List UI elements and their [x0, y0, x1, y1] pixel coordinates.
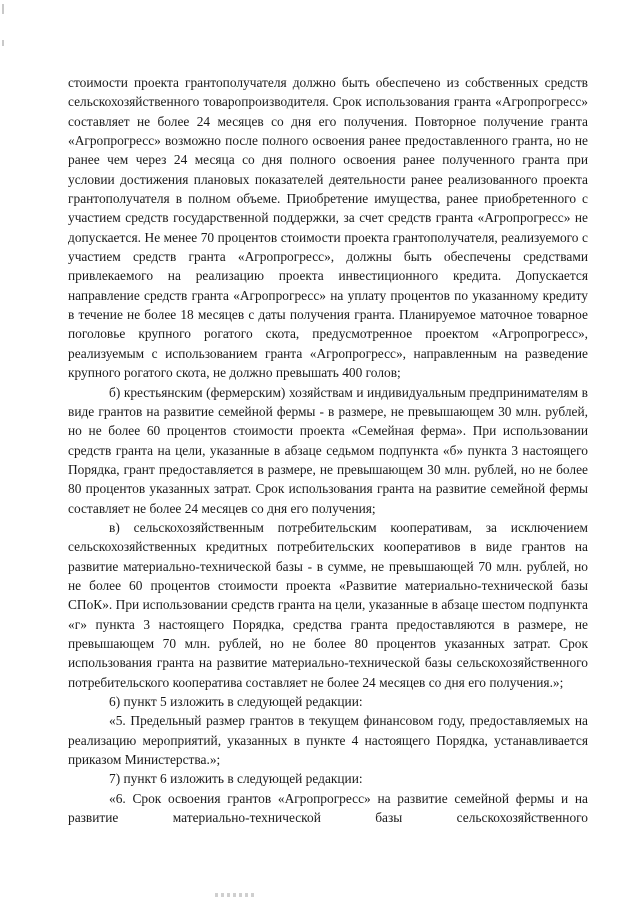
paragraph-quote-6: «6. Срок освоения грантов «Агропрогресс» на развитие семейной фермы и на развитие материально-технической базы сельскохозяйственного: [68, 790, 588, 826]
scan-edge-mark: [2, 40, 4, 46]
document-page: [68, 73, 588, 827]
paragraph-item-v: в) сельскохозяйственным потребительским кооперативам, за исключением сельскохозяйственных кредитных потребительских кооперативов в виде грантов на развитие материально-технической базы - в сумме, не превышающей 70 млн. рублей, но не более 60 процентов стоимости проекта «Развитие материально-технической базы СПоК». При использовании средств гранта на цели, указанные в абзаце шестом подпункта «г» пункта 3 настоящего Порядка, средства гранта предоставляются в размере, не превышающем 70 млн. рублей, но не более 80 процентов указанных затрат. Срок использования гранта на развитие материально-технической базы сельскохозяйственного потребительского кооператива составляет не более 24 месяцев со дня его получения.»;: [68, 519, 588, 690]
paragraph-point-7: 7) пункт 6 изложить в следующей редакции:: [109, 771, 363, 787]
paragraph-point-6: 6) пункт 5 изложить в следующей редакции:: [109, 694, 363, 709]
scan-bottom-mark: [215, 893, 255, 897]
paragraph-continuation: стоимости проекта грантополучателя должно быть обеспечено из собственных средств сельскохозяйственного товаропроизводителя. Срок использования гранта «Агропрогресс» составляет не более 24 месяцев со дня его получения. Повторное получение гранта «Агропрогресс» возможно после полного освоения ранее предоставленного гранта, но не ранее чем через 24 месяца со дня полного освоения ранее полученного гранта при условии достижения плановых показателей деятельности ранее реализованного проекта грантополучателя в полном объеме. Приобретение имущества, ранее приобретенного с участием средств государственной поддержки, за счет средств гранта «Агропрогресс» не допускается. Не менее 70 процентов стоимости проекта грантополучателя, реализуемого с участием средств гранта «Агропрогресс», должны быть обеспечены средствами привлекаемого на реализацию проекта инвестиционного кредита. Допускается направление средств гранта «Агропрогресс» на уплату процентов по указанному кредиту в течение не более 18 месяцев с даты получения гранта. Планируемое маточное товарное поголовье крупного рогатого скота, предусмотренное проектом «Агропрогресс», реализуемым с использованием гранта «Агропрогресс», направленным на разведение крупного рогатого скота, не должно превышать 400 голов;: [68, 75, 588, 381]
paragraph-item-b: б) крестьянским (фермерским) хозяйствам и индивидуальным предпринимателям в виде грантов на развитие семейной фермы - в размере, не превышающем 30 млн. рублей, но не более 60 процентов стоимости проекта «Семейная ферма». При использовании средств гранта на цели, указанные в абзаце седьмом подпункта «б» пункта 3 настоящего Порядка, грант предоставляется в размере, не превышающем 30 млн. рублей, но не более 80 процентов указанных затрат. Срок использования гранта на развитие семейной фермы составляет не более 24 месяцев со дня его получения;: [68, 384, 588, 516]
scan-edge-mark: [2, 4, 4, 14]
paragraph-quote-5: «5. Предельный размер грантов в текущем финансовом году, предоставляемых на реализацию мероприятий, указанных в пункте 4 настоящего Порядка, устанавливается приказом Министерства.»;: [68, 713, 588, 768]
